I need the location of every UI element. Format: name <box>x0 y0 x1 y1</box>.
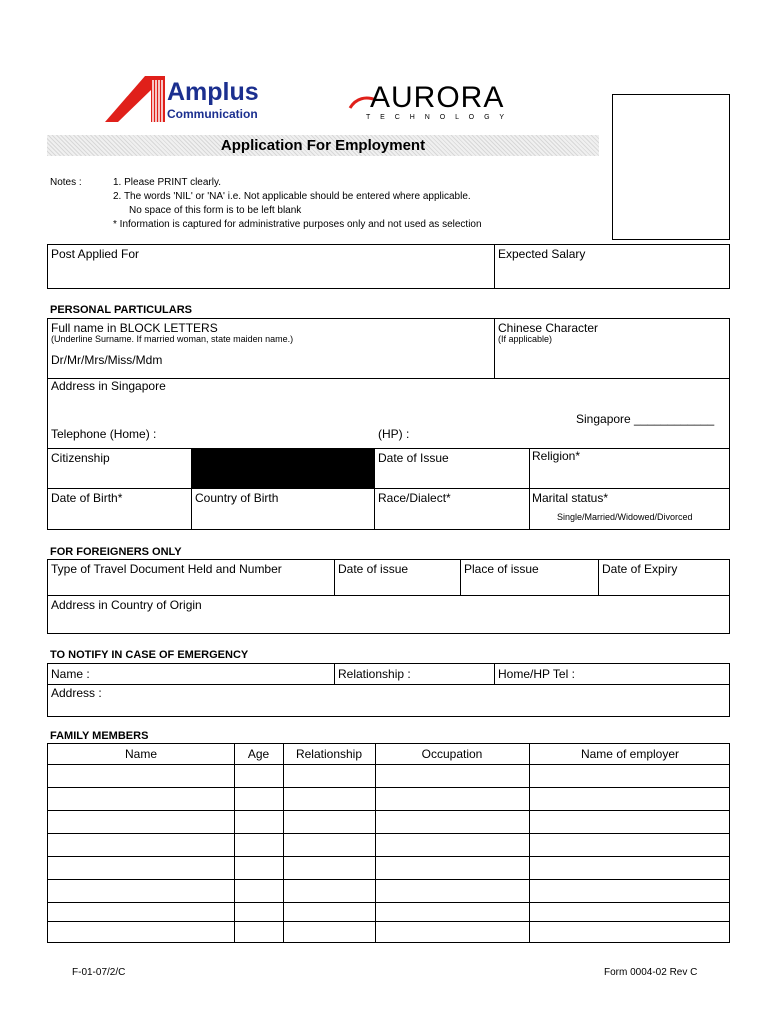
table-row[interactable] <box>48 921 729 922</box>
travel-document-field[interactable]: Type of Travel Document Held and Number <box>51 562 282 576</box>
amplus-logo-icon <box>105 76 165 122</box>
table-row[interactable] <box>48 902 729 903</box>
emergency-heading: TO NOTIFY IN CASE OF EMERGENCY <box>50 649 249 661</box>
footer-left: F-01-07/2/C <box>72 967 126 978</box>
emergency-name-field[interactable]: Name : <box>51 667 90 681</box>
note-line-1: 1. Please PRINT clearly. <box>113 177 222 188</box>
marital-options: Single/Married/Widowed/Divorced <box>557 512 693 522</box>
photo-box <box>612 94 730 240</box>
full-name-note: (Underline Surname. If married woman, state maiden name.) <box>51 334 294 344</box>
post-section <box>47 244 730 289</box>
note-line-3: No space of this form is to be left blank <box>129 205 302 216</box>
singapore-postal-label: Singapore ____________ <box>576 412 715 426</box>
page-title: Application For Employment <box>47 135 599 156</box>
salutation-label: Dr/Mr/Mrs/Miss/Mdm <box>51 353 163 367</box>
redacted-block <box>192 448 374 488</box>
hp-field[interactable]: (HP) : <box>378 427 410 441</box>
family-col-age: Age <box>247 747 270 761</box>
chinese-character-field[interactable]: Chinese Character <box>498 321 599 335</box>
religion-field[interactable]: Religion* <box>532 449 581 463</box>
amplus-name: Amplus <box>167 78 259 106</box>
footer-right: Form 0004-02 Rev C <box>604 967 698 978</box>
table-row[interactable] <box>48 787 729 788</box>
family-heading: FAMILY MEMBERS <box>50 730 149 742</box>
date-of-expiry-field[interactable]: Date of Expiry <box>602 562 678 576</box>
table-row[interactable] <box>48 856 729 857</box>
foreigners-heading: FOR FOREIGNERS ONLY <box>50 546 182 558</box>
personal-heading: PERSONAL PARTICULARS <box>50 304 192 316</box>
family-table <box>47 743 730 943</box>
chinese-character-note: (If applicable) <box>498 334 553 344</box>
amplus-logo <box>105 76 290 122</box>
emergency-address-field[interactable]: Address : <box>51 686 102 700</box>
date-of-issue-field[interactable]: Date of Issue <box>378 451 449 465</box>
family-col-relationship: Relationship <box>295 747 363 761</box>
personal-section <box>47 318 730 530</box>
emergency-tel-field[interactable]: Home/HP Tel : <box>498 667 575 681</box>
emergency-relationship-field[interactable]: Relationship : <box>338 667 411 681</box>
aurora-sub: T E C H N O L O G Y <box>366 114 508 121</box>
expected-salary-field[interactable]: Expected Salary <box>498 247 586 261</box>
foreigners-section <box>47 559 730 634</box>
address-singapore-field[interactable]: Address in Singapore <box>51 379 166 393</box>
aurora-logo <box>348 82 528 124</box>
amplus-sub: Communication <box>167 107 258 121</box>
marital-status-field[interactable]: Marital status* <box>532 491 609 505</box>
table-row[interactable] <box>48 879 729 880</box>
foreign-date-of-issue-field[interactable]: Date of issue <box>338 562 409 576</box>
aurora-name: AURORA <box>370 81 505 114</box>
table-row[interactable] <box>48 833 729 834</box>
race-dialect-field[interactable]: Race/Dialect* <box>378 491 451 505</box>
address-origin-field[interactable]: Address in Country of Origin <box>51 598 202 612</box>
family-col-occupation: Occupation <box>421 747 483 761</box>
country-of-birth-field[interactable]: Country of Birth <box>195 491 279 505</box>
citizenship-field[interactable]: Citizenship <box>51 451 110 465</box>
full-name-field[interactable]: Full name in BLOCK LETTERS <box>51 321 218 335</box>
note-line-4: * Information is captured for administrative purposes only and not used as selection <box>113 219 482 230</box>
date-of-birth-field[interactable]: Date of Birth* <box>51 491 123 505</box>
notes-label: Notes : <box>50 177 82 188</box>
family-col-employer: Name of employer <box>580 747 680 761</box>
place-of-issue-field[interactable]: Place of issue <box>464 562 539 576</box>
telephone-home-field[interactable]: Telephone (Home) : <box>51 427 157 441</box>
post-applied-field[interactable]: Post Applied For <box>51 247 140 261</box>
table-row[interactable] <box>48 810 729 811</box>
note-line-2: 2. The words 'NIL' or 'NA' i.e. Not applicable should be entered where applicable. <box>113 191 471 202</box>
family-col-name: Name <box>124 747 157 761</box>
emergency-section <box>47 663 730 717</box>
